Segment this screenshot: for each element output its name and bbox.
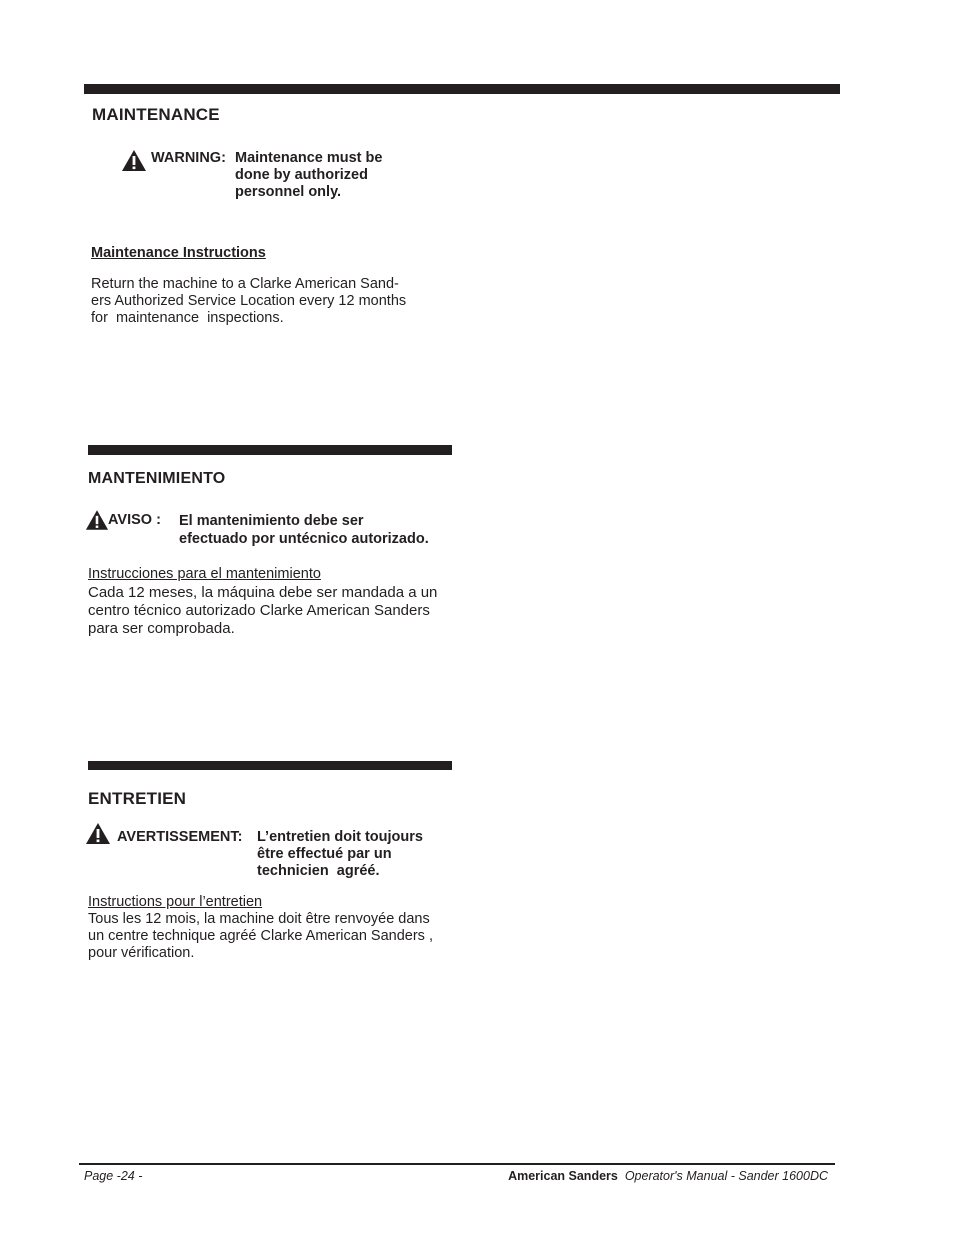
footer-rule	[79, 1163, 835, 1165]
rule-mantenimiento	[88, 445, 452, 455]
section-title-mantenimiento: MANTENIMIENTO	[88, 470, 226, 487]
warning-label: WARNING:	[151, 150, 226, 166]
body-mantenimiento: Cada 12 meses, la máquina debe ser mandada a un centro técnico autorizado Clarke American Sanders para ser comprobada.	[88, 584, 438, 637]
rule-entretien	[88, 761, 452, 770]
subheading-maintenance-instructions: Maintenance Instructions	[91, 245, 266, 261]
warning-text: Maintenance must be done by authorized personnel only.	[235, 150, 383, 200]
body-entretien: Tous les 12 mois, la machine doit être renvoyée dans un centre technique agréé Clarke American Sanders , pour vérification.	[88, 911, 433, 961]
section-title-entretien: ENTRETIEN	[88, 789, 187, 808]
warning-triangle-icon	[121, 149, 147, 172]
warning-triangle-icon	[85, 822, 111, 845]
footer-brand: American Sanders	[508, 1169, 618, 1183]
footer-manual: Operator's Manual - Sander 1600DC	[624, 1169, 828, 1183]
footer-manual-title	[508, 1169, 828, 1183]
section-title-maintenance: MAINTENANCE	[92, 105, 220, 124]
warning-text: L’entretien doit toujours être effectué par un technicien agréé.	[257, 829, 423, 879]
warning-label: AVERTISSEMENT:	[117, 829, 243, 845]
warning-text: El mantenimiento debe ser efectuado por untécnico autorizado.	[179, 513, 429, 547]
subheading-instructions-entretien: Instructions pour l’entretien	[88, 894, 263, 910]
page-number: Page -24 -	[84, 1169, 143, 1183]
top-rule	[84, 84, 840, 94]
warning-label: AVISO :	[108, 512, 161, 528]
warning-triangle-icon	[85, 509, 109, 531]
subheading-instrucciones: Instrucciones para el mantenimiento	[88, 566, 321, 582]
body-maintenance: Return the machine to a Clarke American Sand- ers Authorized Service Location every 12 months for maintenance inspections.	[91, 276, 407, 326]
